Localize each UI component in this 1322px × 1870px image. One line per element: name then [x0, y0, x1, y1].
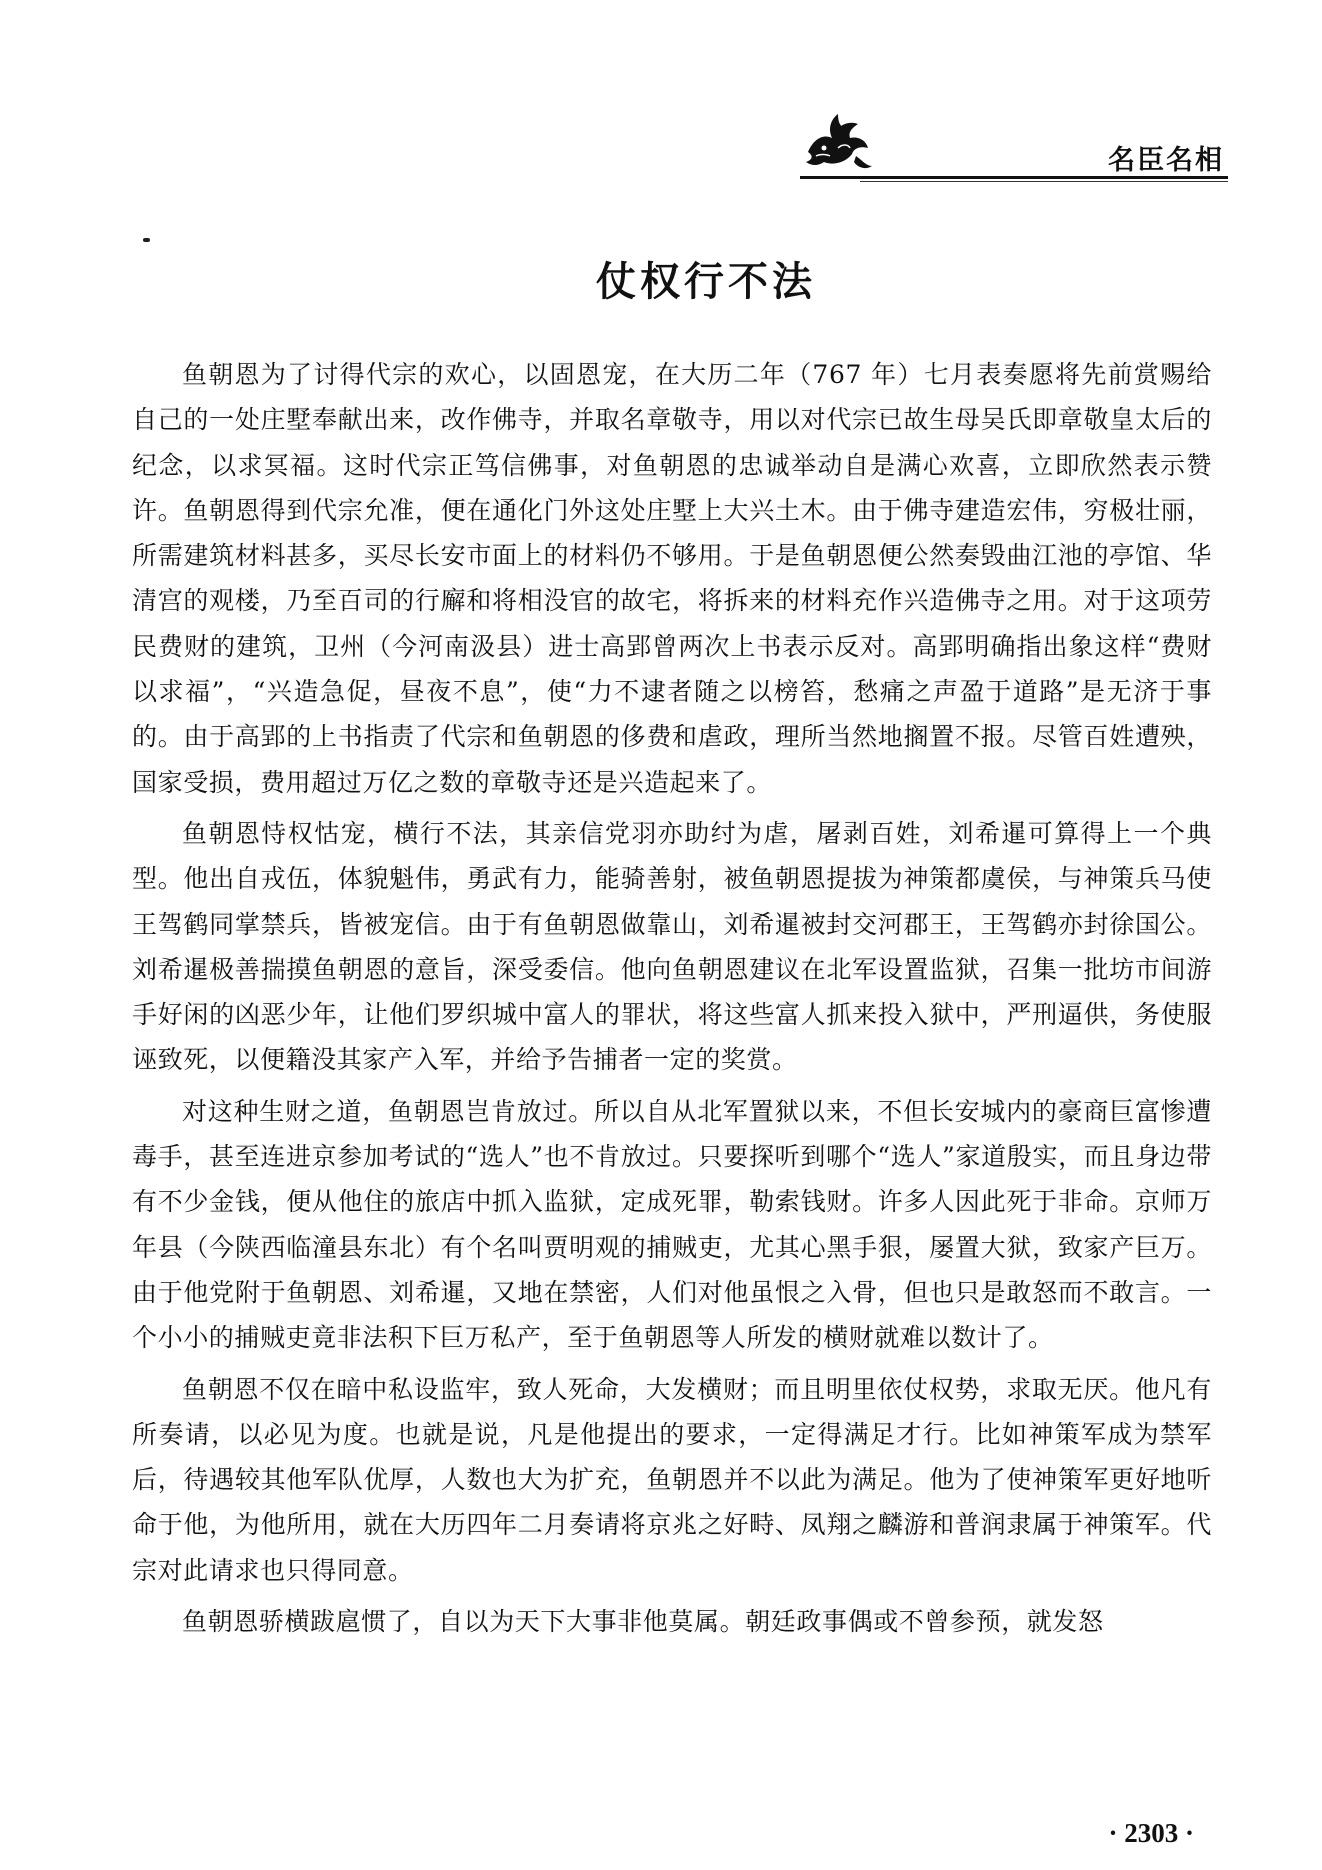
page-header: [800, 108, 1228, 178]
header-rule-thin: [860, 181, 1228, 182]
print-speck: [143, 238, 150, 242]
paragraph-5: 鱼朝恩骄横跋扈惯了，自以为天下大事非他莫属。朝廷政事偶或不曾参预，就发怒: [182, 1607, 1104, 1637]
paragraph-1: 鱼朝恩为了讨得代宗的欢心，以固恩宠，在大历二年（767 年）七月表奏愿将先前赏赐给自己的一处庄墅奉献出来，改作佛寺，并取名章敬寺，用以对代宗已故生母吴氏即章敬皇太后的纪念，以求冥福。这时代宗正笃信佛事，对鱼朝恩的忠诚举动自是满心欢喜，立即欣然表示赞许。鱼朝恩得到代宗允准，便在通化门外这处庄墅上大兴土木。由于佛寺建造宏伟，穷极壮丽，所需建筑材料甚多，买尽长安市面上的材料仍不够用。于是鱼朝恩便公然奏毁曲江池的亭馆、华清宫的观楼，乃至百司的行廨和将相没官的故宅，将拆来的材料充作兴造佛寺之用。对于这项劳民费财的建筑，卫州（今河南汲县）进士高郢曾两次上书表示反对。高郢明确指出象这样“费财以求福”，“兴造急促，昼夜不息”，使“力不逮者随之以榜笞，愁痛之声盈于道路”是无济于事的。由于高郢的上书指责了代宗和鱼朝恩的侈费和虐政，理所当然地搁置不报。尽管百姓遭殃，国家受损，费用超过万亿之数的章敬寺还是兴造起来了。: [132, 360, 1212, 797]
paragraph-3: 对这种生财之道，鱼朝恩岂肯放过。所以自从北军置狱以来，不但长安城内的豪商巨富惨遭毒手，甚至连进京参加考试的“选人”也不肯放过。只要探听到哪个“选人”家道殷实，而且身边带有不少金钱，便从他住的旅店中抓入监狱，定成死罪，勒索钱财。许多人因此死于非命。京师万年县（今陕西临潼县东北）有个名叫贾明观的捕贼吏，尤其心黑手狠，屡置大狱，致家产巨万。由于他党附于鱼朝恩、刘希暹，又地在禁密，人们对他虽恨之入骨，但也只是敢怒而不敢言。一个小小的捕贼吏竟非法积下巨万私产，至于鱼朝恩等人所发的横财就难以数计了。: [132, 1096, 1212, 1353]
dragon-emblem-icon: [802, 108, 874, 172]
running-head: 名臣名相: [1108, 145, 1224, 176]
paragraph-2: 鱼朝恩恃权怙宠，横行不法，其亲信党羽亦助纣为虐，屠剥百姓，刘希暹可算得上一个典型。他出自戎伍，体貌魁伟，勇武有力，能骑善射，被鱼朝恩提拔为神策都虞侯，与神策兵马使王驾鹤同掌禁兵，皆被宠信。由于有鱼朝恩做靠山，刘希暹被封交河郡王，王驾鹤亦封徐国公。刘希暹极善揣摸鱼朝恩的意旨，深受委信。他向鱼朝恩建议在北军设置监狱，召集一批坊市间游手好闲的凶恶少年，让他们罗织城中富人的罪状，将这些富人抓来投入狱中，严刑逼供，务使服诬致死，以便籍没其家产入军，并给予告捕者一定的奖赏。: [132, 818, 1212, 1075]
article-body: [132, 352, 1212, 1650]
article-title: 仗权行不法: [596, 259, 816, 305]
header-rule: [800, 176, 1228, 179]
paragraph-4: 鱼朝恩不仅在暗中私设监牢，致人死命，大发横财；而且明里依仗权势，求取无厌。他凡有所奏请，以必见为度。也就是说，凡是他提出的要求，一定得满足才行。比如神策军成为禁军后，待遇较其他军队优厚，人数也大为扩充，鱼朝恩并不以此为满足。他为了使神策军更好地听命于他，为他所用，就在大历四年二月奏请将京兆之好畤、凤翔之麟游和普润隶属于神策军。代宗对此请求也只得同意。: [132, 1374, 1212, 1585]
page-number: · 2303 ·: [1108, 1818, 1194, 1848]
